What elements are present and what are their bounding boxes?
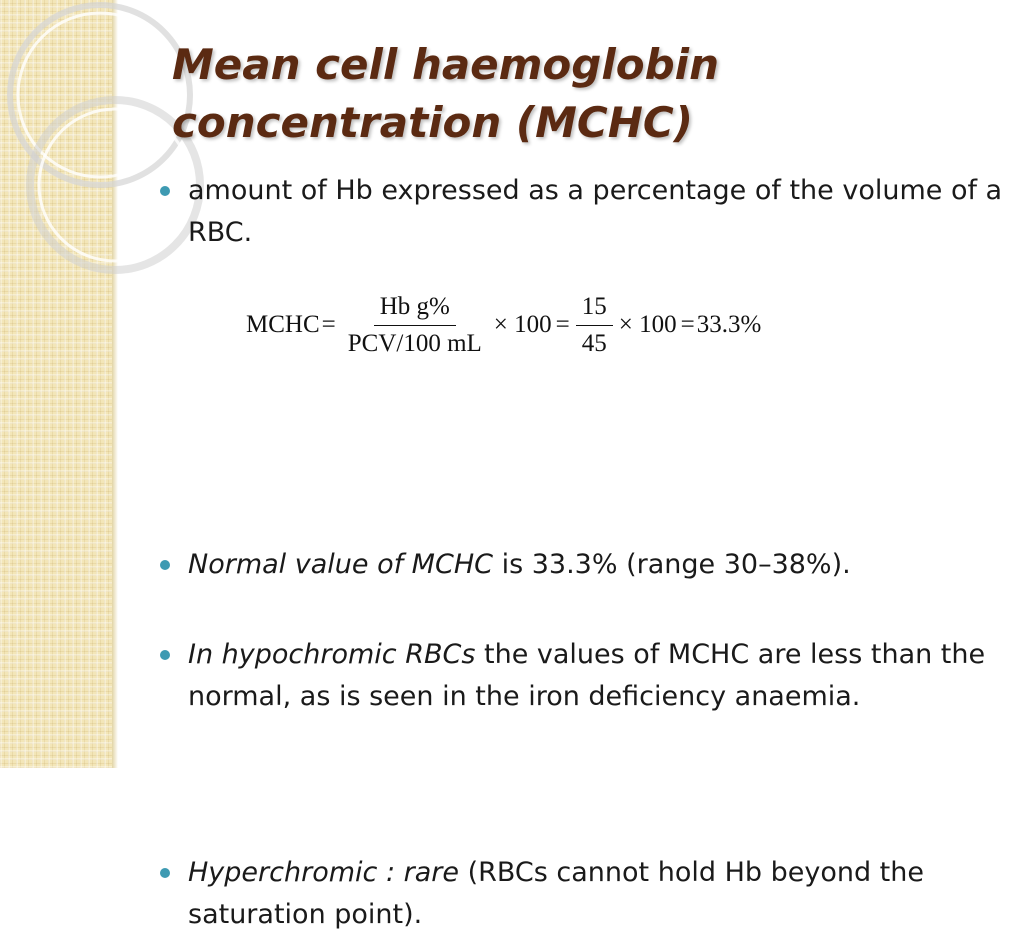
bullet-normal-value-text: is 33.3% (range 30–38%).: [493, 549, 851, 580]
formula-result: 33.3%: [696, 311, 762, 338]
bullet-dot-icon: [160, 650, 170, 660]
formula-fraction-2-numerator: 15: [576, 291, 613, 326]
formula-lhs: MCHC: [246, 311, 320, 338]
bullet-dot-icon: [160, 868, 170, 878]
formula-equals-1: =: [321, 311, 336, 338]
formula-times-2: × 100: [618, 311, 677, 338]
formula-fraction-1: [342, 291, 488, 360]
bullet-normal-value: [160, 544, 1008, 586]
bullet-hypochromic-italic: In hypochromic RBCs: [188, 639, 476, 670]
bullet-hypochromic-text: the values of MCHC are less than the normal, as is seen in the iron deficiency anaemia.: [188, 639, 986, 712]
bullet-hyperchromic-text: (RBCs cannot hold Hb beyond the saturation point).: [188, 857, 924, 930]
formula-times-1: × 100: [493, 311, 552, 338]
title-line-2: concentration (MCHC): [172, 98, 693, 147]
bullet-normal-value-italic: Normal value of MCHC: [188, 549, 493, 580]
bullet-dot-icon: [160, 560, 170, 570]
slide-title: [172, 36, 972, 152]
bullet-definition-text: amount of Hb expressed as a percentage of the volume of a RBC.: [188, 175, 1003, 248]
formula-fraction-1-numerator: Hb g%: [374, 291, 456, 326]
formula-equals-3: =: [680, 311, 695, 338]
bullet-definition: [160, 170, 1008, 254]
bullet-hyperchromic-italic: Hyperchromic : rare: [188, 857, 459, 888]
formula-equals-2: =: [555, 311, 570, 338]
formula-fraction-1-denominator: PCV/100 mL: [347, 329, 482, 357]
formula-fraction-2-denominator: 45: [581, 329, 607, 357]
bullet-dot-icon: [160, 186, 170, 196]
formula-fraction-2: [576, 291, 613, 360]
mchc-formula: [246, 280, 761, 370]
bullet-hyperchromic: [160, 852, 1008, 936]
title-line-1: Mean cell haemoglobin: [172, 40, 719, 89]
bullet-hypochromic: [160, 634, 1008, 718]
